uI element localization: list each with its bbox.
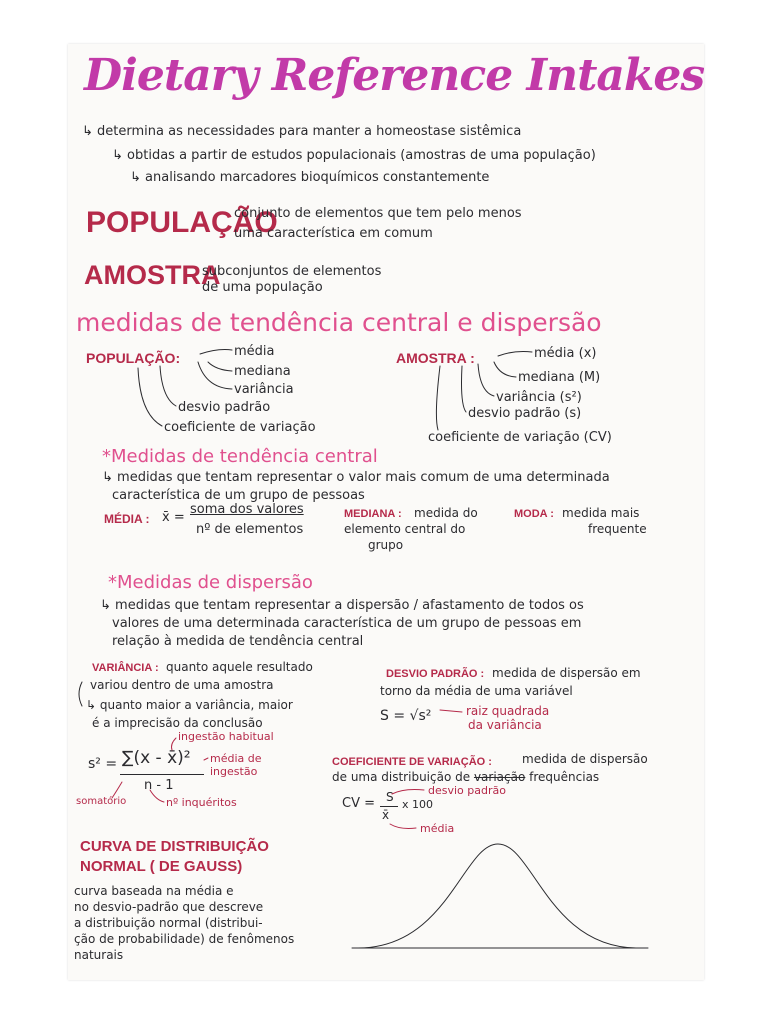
cv-ann-top: desvio padrão: [428, 784, 506, 797]
moda-label: MODA :: [514, 508, 554, 520]
variancia-ann-right-1: média de: [210, 752, 262, 765]
mediana-label: MEDIANA :: [344, 508, 402, 520]
variancia-note-text-1: quanto maior a variância, maior: [99, 698, 293, 712]
cv-ann-bottom: média: [420, 822, 455, 835]
pop-measure-mediana: mediana: [234, 364, 291, 379]
cv-def-3: frequências: [529, 770, 600, 784]
gauss-desc-1: curva baseada na média e: [74, 884, 234, 898]
page-title: Dietary Reference Intakes: [84, 50, 704, 101]
moda-def-1: medida mais: [562, 506, 640, 520]
arrow-desvio-pop: [160, 366, 176, 406]
cv-formula-lhs: CV =: [342, 796, 375, 811]
desvio-def-2: torno da média de uma variável: [380, 684, 573, 698]
amostra-def-2: de uma população: [202, 280, 323, 295]
desvio-ann-1: raiz quadrada: [466, 704, 550, 718]
arrow-somatorio: [112, 782, 122, 798]
arrow-desvio-amo: [462, 366, 467, 412]
cv-def-2: de uma distribuição de: [332, 770, 471, 784]
amo-measure-desvio: desvio padrão (s): [468, 406, 582, 421]
amo-measure-variancia: variância (s²): [496, 390, 582, 405]
cv-def-1: medida de dispersão: [522, 752, 648, 766]
intro-line-1: ↳ determina as necessidades para manter a homeostase sistêmica: [82, 124, 522, 139]
gauss-desc-3: a distribuição normal (distribui-: [74, 916, 263, 930]
desvio-formula: S = √s²: [380, 708, 432, 724]
pop-measures-label: POPULAÇÃO:: [86, 350, 181, 366]
gauss-desc-2: no desvio-padrão que descreve: [74, 900, 264, 914]
dispersao-desc-2: valores de uma determinada característica de um grupo de pessoas em: [112, 616, 582, 631]
arrow-ingestao-habitual: [172, 738, 177, 750]
cv-formula-tail: x 100: [402, 798, 434, 811]
tendencia-desc-text-1: medidas que tentam representar o valor mais comum de uma determinada: [117, 470, 610, 485]
amo-measures-label: AMOSTRA :: [396, 350, 475, 366]
variancia-def-2: variou dentro de uma amostra: [90, 678, 274, 692]
pop-measure-desvio: desvio padrão: [178, 400, 271, 415]
arrow-media-pop: [200, 350, 232, 355]
arrow-raiz: [440, 710, 462, 712]
variancia-formula-lhs: s² =: [88, 756, 118, 772]
populacao-heading: POPULAÇÃO: [86, 206, 278, 239]
amostra-heading: AMOSTRA: [84, 260, 221, 290]
amostra-def-1: subconjuntos de elementos: [202, 264, 382, 279]
media-formula-numerator: soma dos valores: [190, 502, 304, 517]
variancia-note-2: é a imprecisão da conclusão: [92, 716, 263, 730]
arrow-variancia-amo: [478, 364, 494, 396]
pop-measure-variancia: variância: [234, 382, 294, 397]
tendencia-desc-1: ↳ medidas que tentam representar o valor mais comum de uma determinada: [102, 470, 610, 485]
variancia-label: VARIÂNCIA :: [92, 662, 159, 674]
hand-drawn-arrows: [68, 44, 704, 980]
media-formula-lhs: x̄ =: [162, 510, 185, 525]
dispersao-desc-1: ↳ medidas que tentam representar a dispersão / afastamento de todos os: [100, 598, 584, 613]
pop-measure-media: média: [234, 344, 275, 359]
mediana-def-2: elemento central do: [344, 522, 466, 536]
media-label: MÉDIA :: [104, 512, 150, 526]
gauss-desc-4: ção de probabilidade) de fenômenos: [74, 932, 295, 946]
tendencia-heading: *Medidas de tendência central: [102, 446, 378, 467]
arrow-desvio-padrao: [392, 790, 424, 795]
amo-measure-mediana: mediana (M): [518, 370, 601, 385]
arrow-variancia-pop: [198, 362, 232, 389]
variancia-def-1: quanto aquele resultado: [166, 660, 313, 674]
section-title: medidas de tendência central e dispersão: [76, 308, 602, 337]
variancia-note-1: ↳ quanto maior a variância, maior: [86, 698, 293, 712]
media-formula-denominator: nº de elementos: [196, 522, 304, 537]
cv-formula-numerator: S: [386, 790, 394, 804]
arrow-mediana-amo: [494, 362, 516, 377]
dispersao-desc-text-1: medidas que tentam representar a dispersão / afastamento de todos os: [115, 598, 584, 613]
arrow-cv-amo: [436, 366, 440, 430]
variancia-formula-denominator: n - 1: [144, 778, 174, 793]
cv-label: COEFICIENTE DE VARIAÇÃO :: [332, 756, 492, 768]
gauss-heading-1: CURVA DE DISTRIBUIÇÃO: [80, 838, 269, 855]
amo-measure-media: média (x): [534, 346, 597, 361]
populacao-def-1: conjunto de elementos que tem pelo menos: [234, 206, 522, 221]
dispersao-desc-3: relação à medida de tendência central: [112, 634, 364, 649]
variancia-ann-somatorio: somatório: [76, 796, 127, 807]
desvio-ann-2: da variância: [468, 718, 542, 732]
populacao-def-2: uma característica em comum: [234, 226, 433, 241]
amo-measure-cv: coeficiente de variação (CV): [428, 430, 612, 445]
gauss-bell-curve: [358, 844, 638, 948]
variancia-formula-numerator: ∑(x - x̄)²: [122, 748, 191, 768]
arrow-n-inqueritos: [150, 790, 164, 802]
gauss-heading-2: NORMAL ( DE GAUSS): [80, 858, 243, 875]
arrow-media-cv: [390, 824, 416, 829]
moda-def-2: frequente: [588, 522, 647, 536]
intro-text-1: determina as necessidades para manter a homeostase sistêmica: [97, 124, 522, 139]
variancia-ann-n: nº inquéritos: [166, 796, 237, 809]
tendencia-desc-2: característica de um grupo de pessoas: [112, 488, 365, 503]
mediana-def-3: grupo: [368, 538, 404, 552]
variancia-bracket: [79, 682, 82, 706]
pop-measure-cv: coeficiente de variação: [164, 420, 316, 435]
arrow-media-ingestao: [204, 758, 208, 760]
variancia-ann-right-2: ingestão: [210, 765, 258, 778]
variancia-ann-top: ingestão habitual: [178, 730, 274, 743]
arrow-cv-pop: [138, 368, 162, 426]
intro-text-3: analisando marcadores bioquímicos constantemente: [145, 170, 490, 185]
intro-line-3: ↳ analisando marcadores bioquímicos constantemente: [130, 170, 490, 185]
cv-strike-word: variação: [473, 770, 526, 784]
arrow-mediana-pop: [208, 362, 232, 371]
cv-formula-denominator: x̄: [382, 808, 390, 822]
desvio-def-1: medida de dispersão em: [492, 666, 641, 680]
desvio-label: DESVIO PADRÃO :: [386, 668, 485, 680]
gauss-desc-5: naturais: [74, 948, 124, 962]
mediana-def-1: medida do: [414, 506, 478, 520]
intro-line-2: ↳ obtidas a partir de estudos populacionais (amostras de uma população): [112, 148, 596, 163]
notebook-page: [68, 44, 704, 980]
dispersao-heading: *Medidas de dispersão: [108, 572, 313, 593]
arrow-media-amo: [498, 352, 532, 357]
intro-text-2: obtidas a partir de estudos populacionais (amostras de uma população): [127, 148, 596, 163]
